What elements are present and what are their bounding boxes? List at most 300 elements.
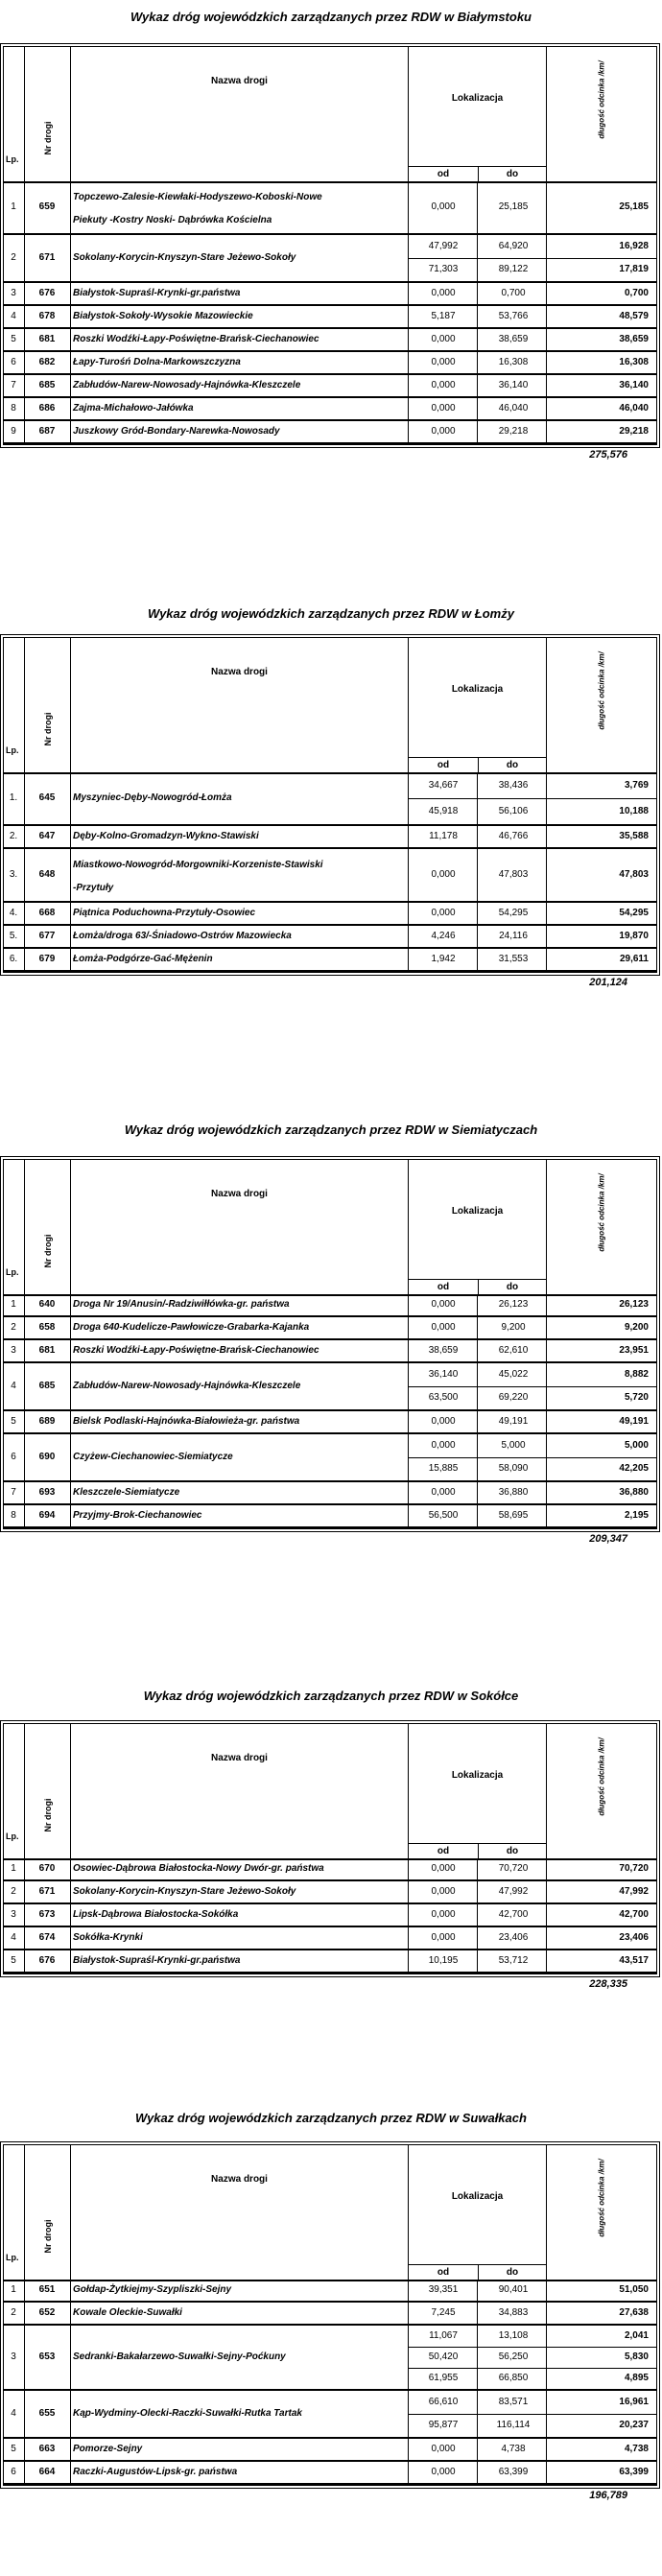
road-number: 681	[38, 1345, 56, 1356]
length-value: 29,218	[619, 426, 649, 437]
road-number: 663	[38, 2444, 56, 2454]
col-dlugosc-header	[547, 638, 655, 772]
do-value: 70,720	[498, 1863, 529, 1874]
od-value: 63,500	[428, 1392, 459, 1403]
do-value: 24,116	[499, 931, 528, 941]
nr-drogi-header: Nr drogi	[43, 121, 53, 155]
od-header: od	[409, 1279, 479, 1294]
do-value: 53,766	[498, 311, 529, 321]
dlugosc-header: długość odcinka /km/	[597, 60, 606, 139]
length-value: 2,041	[624, 2330, 649, 2341]
column-divider	[477, 329, 478, 350]
od-value: 0,000	[431, 334, 456, 344]
do-value: 56,250	[498, 2351, 529, 2362]
col-nr-header	[25, 638, 71, 772]
nr-drogi-header: Nr drogi	[43, 712, 53, 746]
column-divider	[70, 1881, 71, 1902]
table-row	[4, 903, 656, 926]
col-nr-header	[25, 47, 71, 181]
length-value: 54,295	[619, 908, 649, 918]
column-divider	[70, 826, 71, 847]
table-row	[4, 306, 656, 329]
column-divider	[70, 306, 71, 327]
table-row	[4, 1482, 656, 1505]
lp-cell: 1	[11, 1863, 16, 1874]
do-value: 46,766	[498, 831, 529, 841]
do-value: 66,850	[498, 2373, 529, 2383]
section-title: Wykaz dróg wojewódzkich zarządzanych przez RDW w Sokółce	[143, 1689, 519, 1703]
column-divider	[477, 181, 478, 233]
lp-cell: 4	[11, 1932, 16, 1943]
column-divider	[477, 2303, 478, 2324]
length-value: 48,579	[619, 311, 649, 321]
segment-divider	[409, 1386, 656, 1387]
road-name: Sokółka-Krynki	[73, 1932, 143, 1943]
do-value: 23,406	[498, 1932, 529, 1943]
table-row	[4, 1294, 656, 1317]
length-value: 9,200	[624, 1322, 649, 1333]
lp-cell: 5	[11, 1416, 16, 1427]
od-value: 61,955	[428, 2373, 459, 2383]
do-value: 47,992	[498, 1886, 529, 1897]
do-header: do	[479, 1843, 546, 1858]
road-number: 693	[38, 1487, 56, 1498]
road-number: 668	[38, 908, 56, 918]
od-value: 0,000	[431, 869, 456, 880]
table-header	[4, 2145, 656, 2281]
road-number: 694	[38, 1510, 56, 1521]
section-total: 275,576	[589, 449, 627, 461]
do-value: 38,659	[498, 334, 529, 344]
road-name: Sokolany-Korycin-Knyszyn-Stare Jeżewo-Sokoły	[73, 252, 296, 263]
road-number: 679	[38, 954, 56, 964]
length-value: 49,191	[619, 1416, 649, 1427]
do-value: 29,218	[498, 426, 529, 437]
column-divider	[70, 1363, 71, 1409]
road-number: 690	[38, 1452, 56, 1462]
table-row	[4, 1927, 656, 1950]
column-divider	[70, 2280, 71, 2301]
table-row	[4, 2303, 656, 2326]
do-value: 26,123	[498, 1299, 529, 1310]
length-value: 16,961	[619, 2397, 649, 2407]
lp-cell: 3.	[9, 869, 18, 880]
lp-header: Lp.	[6, 745, 19, 755]
road-number: 682	[38, 357, 56, 367]
col-lokalizacja-header	[409, 1724, 547, 1858]
road-name: Gołdap-Żytkiejmy-Szypliszki-Sejny	[73, 2284, 232, 2295]
table-row	[4, 421, 656, 444]
lp-cell: 8	[11, 1510, 16, 1521]
column-divider	[477, 283, 478, 304]
length-value: 70,720	[619, 1863, 649, 1874]
od-value: 38,659	[428, 1345, 459, 1356]
road-name: Roszki Wodźki-Łapy-Poświętne-Brańsk-Ciechanowiec	[73, 334, 319, 344]
length-value: 36,880	[619, 1487, 649, 1498]
col-nazwa-header	[71, 1724, 409, 1858]
section-total: 201,124	[589, 977, 627, 988]
col-dlugosc-header	[547, 1724, 655, 1858]
column-divider	[477, 1411, 478, 1432]
column-divider	[70, 235, 71, 281]
length-value: 27,638	[619, 2307, 649, 2318]
lp-cell: 5	[11, 1955, 16, 1966]
table-row	[4, 772, 656, 826]
road-number: 678	[38, 311, 56, 321]
road-number: 651	[38, 2284, 56, 2295]
length-value: 46,040	[619, 403, 649, 414]
do-value: 47,803	[498, 869, 529, 880]
lokalizacja-header: Lokalizacja	[451, 93, 504, 104]
length-value: 8,882	[624, 1369, 649, 1380]
length-value: 23,406	[619, 1932, 649, 1943]
road-number: 681	[38, 334, 56, 344]
road-name: Zajma-Michałowo-Jałówka	[73, 403, 194, 414]
road-name: Juszkowy Gród-Bondary-Narewka-Nowosady	[73, 426, 280, 437]
road-name-cont: -Przytuły	[73, 883, 114, 893]
column-divider	[477, 949, 478, 970]
table-row	[4, 1434, 656, 1482]
dlugosc-header: długość odcinka /km/	[597, 2159, 606, 2237]
road-table	[3, 46, 657, 445]
column-divider	[477, 375, 478, 396]
do-value: 89,122	[498, 264, 529, 274]
od-value: 50,420	[428, 2351, 459, 2362]
length-value: 5,830	[624, 2351, 649, 2362]
od-value: 95,877	[428, 2420, 459, 2430]
od-value: 0,000	[431, 1932, 456, 1943]
road-number: 686	[38, 403, 56, 414]
road-name: Białystok-Sokoły-Wysokie Mazowieckie	[73, 311, 253, 321]
road-number: 689	[38, 1416, 56, 1427]
section-title: Wykaz dróg wojewódzkich zarządzanych przez RDW w Siemiatyczach	[124, 1123, 538, 1137]
col-nr-header	[25, 2145, 71, 2280]
column-divider	[70, 1411, 71, 1432]
road-name: Topczewo-Zalesie-Kiewłaki-Hodyszewo-Koboski-Nowe	[73, 192, 322, 202]
do-value: 54,295	[498, 908, 529, 918]
length-value: 5,000	[624, 1440, 649, 1451]
column-divider	[70, 398, 71, 419]
column-divider	[477, 2462, 478, 2483]
do-value: 62,610	[498, 1345, 529, 1356]
table-row	[4, 1881, 656, 1904]
lp-cell: 7	[11, 1487, 16, 1498]
column-divider	[477, 1858, 478, 1879]
section-title: Wykaz dróg wojewódzkich zarządzanych przez RDW w Białymstoku	[130, 10, 532, 24]
do-value: 38,436	[498, 779, 529, 791]
column-divider	[70, 2391, 71, 2437]
segment-divider	[409, 798, 656, 799]
table-row	[4, 398, 656, 421]
do-value: 36,140	[498, 380, 529, 390]
section-total: 209,347	[589, 1533, 627, 1545]
column-divider	[477, 2326, 478, 2389]
col-lp-header	[4, 1160, 25, 1294]
od-value: 15,885	[428, 1463, 459, 1474]
length-value: 26,123	[619, 1299, 649, 1310]
table-header	[4, 47, 656, 183]
od-value: 0,000	[431, 1909, 456, 1920]
nazwa-drogi-header: Nazwa drogi	[211, 76, 268, 86]
do-value: 16,308	[498, 357, 529, 367]
nazwa-drogi-header: Nazwa drogi	[211, 2174, 268, 2185]
lokalizacja-header: Lokalizacja	[451, 1770, 504, 1781]
lokalizacja-header: Lokalizacja	[451, 2191, 504, 2202]
od-value: 36,140	[428, 1369, 459, 1380]
lp-cell: 8	[11, 403, 16, 414]
length-value: 17,819	[619, 264, 649, 274]
column-divider	[70, 421, 71, 442]
lp-header: Lp.	[6, 1267, 19, 1277]
lp-cell: 5	[11, 334, 16, 344]
lp-cell: 1	[11, 1299, 16, 1310]
do-value: 56,106	[498, 805, 529, 816]
column-divider	[70, 1294, 71, 1315]
table-row	[4, 2391, 656, 2439]
od-value: 0,000	[431, 403, 456, 414]
od-value: 71,303	[428, 264, 459, 274]
column-divider	[477, 1881, 478, 1902]
do-value: 53,712	[498, 1955, 529, 1966]
road-name-cont: Piekuty -Kostry Noski- Dąbrówka Kościelna	[73, 215, 272, 225]
road-name: Łapy-Turośń Dolna-Markowszczyzna	[73, 357, 241, 367]
road-name: Osowiec-Dąbrowa Białostocka-Nowy Dwór-gr. państwa	[73, 1863, 324, 1874]
length-value: 20,237	[619, 2420, 649, 2430]
nazwa-drogi-header: Nazwa drogi	[211, 667, 268, 677]
od-value: 0,000	[431, 1487, 456, 1498]
table-row	[4, 1363, 656, 1411]
column-divider	[70, 772, 71, 824]
column-divider	[70, 1927, 71, 1949]
do-header: do	[479, 166, 546, 181]
lp-cell: 6	[11, 357, 16, 367]
section-title: Wykaz dróg wojewódzkich zarządzanych przez RDW w Łomży	[148, 606, 514, 621]
lp-cell: 5.	[9, 931, 18, 941]
lp-cell: 6	[11, 1452, 16, 1462]
od-value: 0,000	[431, 380, 456, 390]
lp-header: Lp.	[6, 1832, 19, 1841]
column-divider	[70, 2326, 71, 2389]
od-value: 34,667	[428, 779, 459, 791]
od-value: 0,000	[431, 288, 456, 298]
table-row	[4, 826, 656, 849]
road-number: 671	[38, 1886, 56, 1897]
table-row	[4, 1411, 656, 1434]
column-divider	[477, 1340, 478, 1361]
od-value: 0,000	[431, 908, 456, 918]
od-value: 47,992	[428, 241, 459, 251]
column-divider	[70, 926, 71, 947]
length-value: 47,992	[619, 1886, 649, 1897]
road-name: Roszki Wodźki-Łapy-Poświętne-Brańsk-Ciechanowiec	[73, 1345, 319, 1356]
od-value: 0,000	[431, 201, 456, 212]
do-value: 25,185	[498, 201, 529, 212]
od-value: 0,000	[431, 1440, 456, 1451]
segment-divider	[409, 2414, 656, 2415]
length-value: 16,928	[619, 241, 649, 251]
od-value: 5,187	[431, 311, 456, 321]
lp-cell: 4	[11, 1381, 16, 1391]
do-value: 9,200	[501, 1322, 526, 1333]
nr-drogi-header: Nr drogi	[43, 1798, 53, 1832]
road-number: 674	[38, 1932, 56, 1943]
col-nr-header	[25, 1724, 71, 1858]
length-value: 23,951	[619, 1345, 649, 1356]
column-divider	[70, 2439, 71, 2460]
lp-cell: 4.	[9, 908, 18, 918]
road-table	[3, 637, 657, 973]
section-total: 196,789	[589, 2490, 627, 2501]
column-divider	[70, 1482, 71, 1503]
od-value: 11,178	[429, 831, 458, 841]
column-divider	[70, 329, 71, 350]
road-name: Czyżew-Ciechanowiec-Siemiatycze	[73, 1452, 233, 1462]
road-number: 685	[38, 380, 56, 390]
col-dlugosc-header	[547, 47, 655, 181]
od-header: od	[409, 2264, 479, 2280]
table-row	[4, 926, 656, 949]
od-header: od	[409, 757, 479, 772]
road-name: Piątnica Poduchowna-Przytuły-Osowiec	[73, 908, 256, 918]
lp-cell: 3	[11, 2351, 16, 2362]
table-row	[4, 2326, 656, 2391]
road-number: 640	[38, 1299, 56, 1310]
length-value: 43,517	[619, 1955, 649, 1966]
road-name: Raczki-Augustów-Lipsk-gr. państwa	[73, 2467, 238, 2477]
od-value: 0,000	[431, 2467, 456, 2477]
lp-cell: 6.	[9, 954, 18, 964]
do-value: 31,553	[498, 954, 529, 964]
lp-cell: 4	[11, 311, 16, 321]
do-value: 90,401	[498, 2284, 529, 2295]
column-divider	[477, 1505, 478, 1526]
column-divider	[70, 181, 71, 233]
od-value: 0,000	[431, 2444, 456, 2454]
road-name: Białystok-Supraśl-Krynki-gr.państwa	[73, 1955, 241, 1966]
lp-header: Lp.	[6, 2253, 19, 2262]
do-header: do	[479, 2264, 546, 2280]
column-divider	[70, 1434, 71, 1480]
column-divider	[70, 1904, 71, 1926]
lokalizacja-header: Lokalizacja	[451, 1206, 504, 1217]
do-value: 83,571	[498, 2397, 529, 2407]
table-header	[4, 638, 656, 774]
col-nazwa-header	[71, 638, 409, 772]
col-lokalizacja-header	[409, 2145, 547, 2280]
road-name: Sokolany-Korycin-Knyszyn-Stare Jeżewo-Sokoły	[73, 1886, 296, 1897]
do-header: do	[479, 757, 546, 772]
column-divider	[70, 949, 71, 970]
road-name: Kąp-Wydminy-Olecki-Raczki-Suwałki-Rutka Tartak	[73, 2408, 302, 2419]
road-name: Pomorze-Sejny	[73, 2444, 143, 2454]
do-value: 49,191	[498, 1416, 529, 1427]
dlugosc-header: długość odcinka /km/	[597, 651, 606, 730]
length-value: 38,659	[619, 334, 649, 344]
column-divider	[477, 306, 478, 327]
do-value: 69,220	[498, 1392, 529, 1403]
lp-cell: 7	[11, 380, 16, 390]
lp-cell: 2	[11, 1886, 16, 1897]
do-value: 0,700	[501, 288, 526, 298]
table-row	[4, 375, 656, 398]
road-number: 687	[38, 426, 56, 437]
length-value: 51,050	[619, 2284, 649, 2295]
col-nazwa-header	[71, 2145, 409, 2280]
road-name: Kleszczele-Siemiatycze	[73, 1487, 180, 1498]
col-lokalizacja-header	[409, 47, 547, 181]
column-divider	[477, 2280, 478, 2301]
road-number: 645	[38, 792, 56, 803]
od-value: 0,000	[431, 1863, 456, 1874]
lp-cell: 1	[11, 201, 16, 212]
lp-cell: 4	[11, 2408, 16, 2419]
road-number: 653	[38, 2351, 56, 2362]
do-value: 116,114	[496, 2420, 531, 2430]
table-row	[4, 2462, 656, 2485]
column-divider	[477, 903, 478, 924]
length-value: 3,769	[624, 779, 649, 791]
road-name: Droga Nr 19/Anusin/-Radziwiłłówka-gr. państwa	[73, 1299, 290, 1310]
table-row	[4, 1340, 656, 1363]
lp-cell: 3	[11, 1345, 16, 1356]
road-name: Lipsk-Dąbrowa Białostocka-Sokółka	[73, 1909, 239, 1920]
column-divider	[477, 352, 478, 373]
column-divider	[70, 283, 71, 304]
column-divider	[477, 1927, 478, 1949]
table-row	[4, 352, 656, 375]
table-header	[4, 1724, 656, 1860]
od-value: 0,000	[431, 1322, 456, 1333]
od-value: 10,195	[428, 1955, 459, 1966]
col-lp-header	[4, 47, 25, 181]
segment-divider	[409, 2368, 656, 2369]
od-value: 0,000	[431, 1886, 456, 1897]
do-value: 58,090	[498, 1463, 529, 1474]
do-value: 4,738	[501, 2444, 526, 2454]
lp-header: Lp.	[6, 154, 19, 164]
od-value: 1,942	[431, 954, 456, 964]
column-divider	[477, 849, 478, 901]
column-divider	[477, 1482, 478, 1503]
col-nazwa-header	[71, 47, 409, 181]
length-value: 16,308	[619, 357, 649, 367]
col-lp-header	[4, 638, 25, 772]
do-value: 34,883	[498, 2307, 529, 2318]
table-row	[4, 949, 656, 972]
table-row	[4, 1317, 656, 1340]
length-value: 42,700	[619, 1909, 649, 1920]
dlugosc-header: długość odcinka /km/	[597, 1737, 606, 1816]
length-value: 2,195	[624, 1510, 649, 1521]
lp-cell: 5	[11, 2444, 16, 2454]
segment-divider	[409, 1457, 656, 1458]
road-table	[3, 1723, 657, 1974]
road-table	[3, 1159, 657, 1529]
road-name: Bielsk Podlaski-Hajnówka-Białowieża-gr. państwa	[73, 1416, 300, 1427]
lp-cell: 6	[11, 2467, 16, 2477]
lp-cell: 1.	[9, 792, 18, 803]
road-table	[3, 2144, 657, 2486]
col-dlugosc-header	[547, 1160, 655, 1294]
length-value: 29,611	[619, 954, 649, 964]
road-number: 647	[38, 831, 56, 841]
road-name: Przyjmy-Brok-Ciechanowiec	[73, 1510, 202, 1521]
column-divider	[70, 1317, 71, 1338]
length-value: 4,738	[624, 2444, 649, 2454]
od-value: 0,000	[431, 426, 456, 437]
length-value: 4,895	[624, 2373, 649, 2383]
table-row	[4, 1950, 656, 1973]
